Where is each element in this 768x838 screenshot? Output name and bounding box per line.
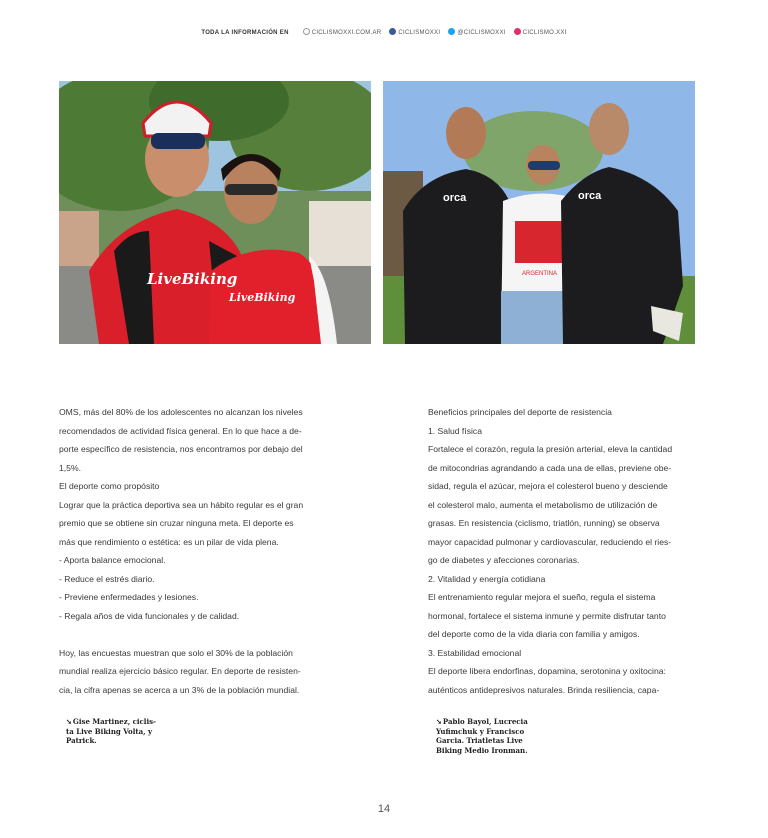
text-line: - Aporta balance emocional. xyxy=(59,555,166,565)
right-photo-caption xyxy=(436,717,556,755)
arrow-icon: ➘ xyxy=(66,717,72,726)
shirt-text: ARGENTINA xyxy=(522,271,558,277)
caption-line: Patrick. xyxy=(66,736,97,745)
header-info-bar xyxy=(0,28,768,36)
website-text: CICLISMOXXI.COM.AR xyxy=(311,30,382,36)
text-line: El deporte libera endorfinas, dopamina, serotonina y oxitocina: xyxy=(428,666,666,676)
right-text-column xyxy=(428,403,696,699)
text-line: de mitocondrias agrandando a cada una de ellas, previene obe- xyxy=(428,462,672,473)
left-photo-caption xyxy=(66,717,176,746)
caption-line: Biking Medio Ironman. xyxy=(436,745,528,755)
text-line: premio que se obtiene sin cruzar ninguna meta. El deporte es xyxy=(59,518,294,528)
instagram-icon xyxy=(514,28,521,35)
left-text-column xyxy=(59,403,327,699)
text-line: 3. Estabilidad emocional xyxy=(428,647,522,658)
instagram-text: CICLISMO.XXI xyxy=(522,30,567,36)
arrow-icon: ➘ xyxy=(436,717,442,726)
text-line: sidad, regula el azúcar, mejora el colesterol bueno y desciende xyxy=(428,481,668,491)
text-line: el colesterol malo, aumenta el metabolismo de utilización de xyxy=(428,499,658,510)
instagram-link[interactable] xyxy=(514,30,567,36)
page-number: 14 xyxy=(377,803,391,815)
suit-text-left: orca xyxy=(443,192,467,204)
cyclists-photo xyxy=(59,81,371,344)
caption-line: Yufimchuk y Francisco xyxy=(436,726,525,736)
text-line: Fortalece el corazón, regula la presión arterial, eleva la cantidad xyxy=(428,444,673,454)
text-line: 1. Salud física xyxy=(428,425,482,436)
twitter-text: @CICLISMOXXI xyxy=(457,30,506,36)
text-line: 2. Vitalidad y energía cotidiana xyxy=(428,573,546,584)
text-line: cia, la cifra apenas se acerca a un 3% de la población mundial. xyxy=(59,684,300,695)
text-line: El entrenamiento regular mejora el sueño, regula el sistema xyxy=(428,592,656,602)
text-line: Hoy, las encuestas muestran que solo el 30% de la población xyxy=(59,647,293,658)
text-line: Beneficios principales del deporte de resistencia xyxy=(428,407,612,417)
twitter-link[interactable] xyxy=(448,30,505,36)
caption-line: Garcia. Triatletas Live xyxy=(436,736,523,745)
text-line: mundial realiza ejercicio básico regular. En deporte de resisten- xyxy=(59,666,301,676)
text-line: hormonal, fortalece el sistema inmune y permite disfrutar tanto xyxy=(428,610,666,621)
suit-text-right: orca xyxy=(578,190,602,202)
facebook-link[interactable] xyxy=(389,30,440,36)
website-link[interactable] xyxy=(303,30,382,36)
text-line xyxy=(59,625,327,644)
twitter-icon xyxy=(448,28,455,35)
facebook-icon xyxy=(389,28,396,35)
caption-line: ta Live Biking Volta, y xyxy=(66,726,153,736)
text-line: OMS, más del 80% de los adolescentes no alcanzan los niveles xyxy=(59,407,303,417)
caption-line: Gise Martinez, ciclis- xyxy=(72,717,156,726)
text-line: - Regala años de vida funcionales y de calidad. xyxy=(59,610,240,621)
text-line: auténticos antidepresivos naturales. Brinda resiliencia, capa- xyxy=(428,684,660,695)
text-line: mayor capacidad pulmonar y cardiovascular, reduciendo el ries- xyxy=(428,536,672,547)
text-line: más que rendimiento o estética: es un pilar de vida plena. xyxy=(59,536,279,547)
jersey-text-man: LiveBiking xyxy=(147,270,238,288)
text-line: Lograr que la práctica deportiva sea un hábito regular es el gran xyxy=(59,499,304,510)
globe-icon xyxy=(303,28,310,35)
text-line: recomendados de actividad física general. En lo que hace a de- xyxy=(59,425,302,436)
jersey-text-woman: LiveBiking xyxy=(229,291,296,304)
text-line: 1,5%. xyxy=(59,462,81,473)
text-line: El deporte como propósito xyxy=(59,481,160,491)
text-line: - Reduce el estrés diario. xyxy=(59,573,155,584)
text-line: go de diabetes y afecciones coronarias. xyxy=(428,555,580,565)
triathletes-photo xyxy=(383,81,695,344)
facebook-text: CICLISMOXXI xyxy=(398,30,441,36)
text-line: grasas. En resistencia (ciclismo, triatlón, running) se observa xyxy=(428,518,660,528)
text-line: porte específico de resistencia, nos encontramos por debajo del xyxy=(59,444,303,454)
text-line: - Previene enfermedades y lesiones. xyxy=(59,592,199,602)
header-lead: TODA LA INFORMACIÓN EN xyxy=(201,30,289,36)
caption-line: Pablo Bayol, Lucrecia xyxy=(442,717,528,726)
text-line: del deporte como de la vida diaria con familia y amigos. xyxy=(428,629,640,639)
